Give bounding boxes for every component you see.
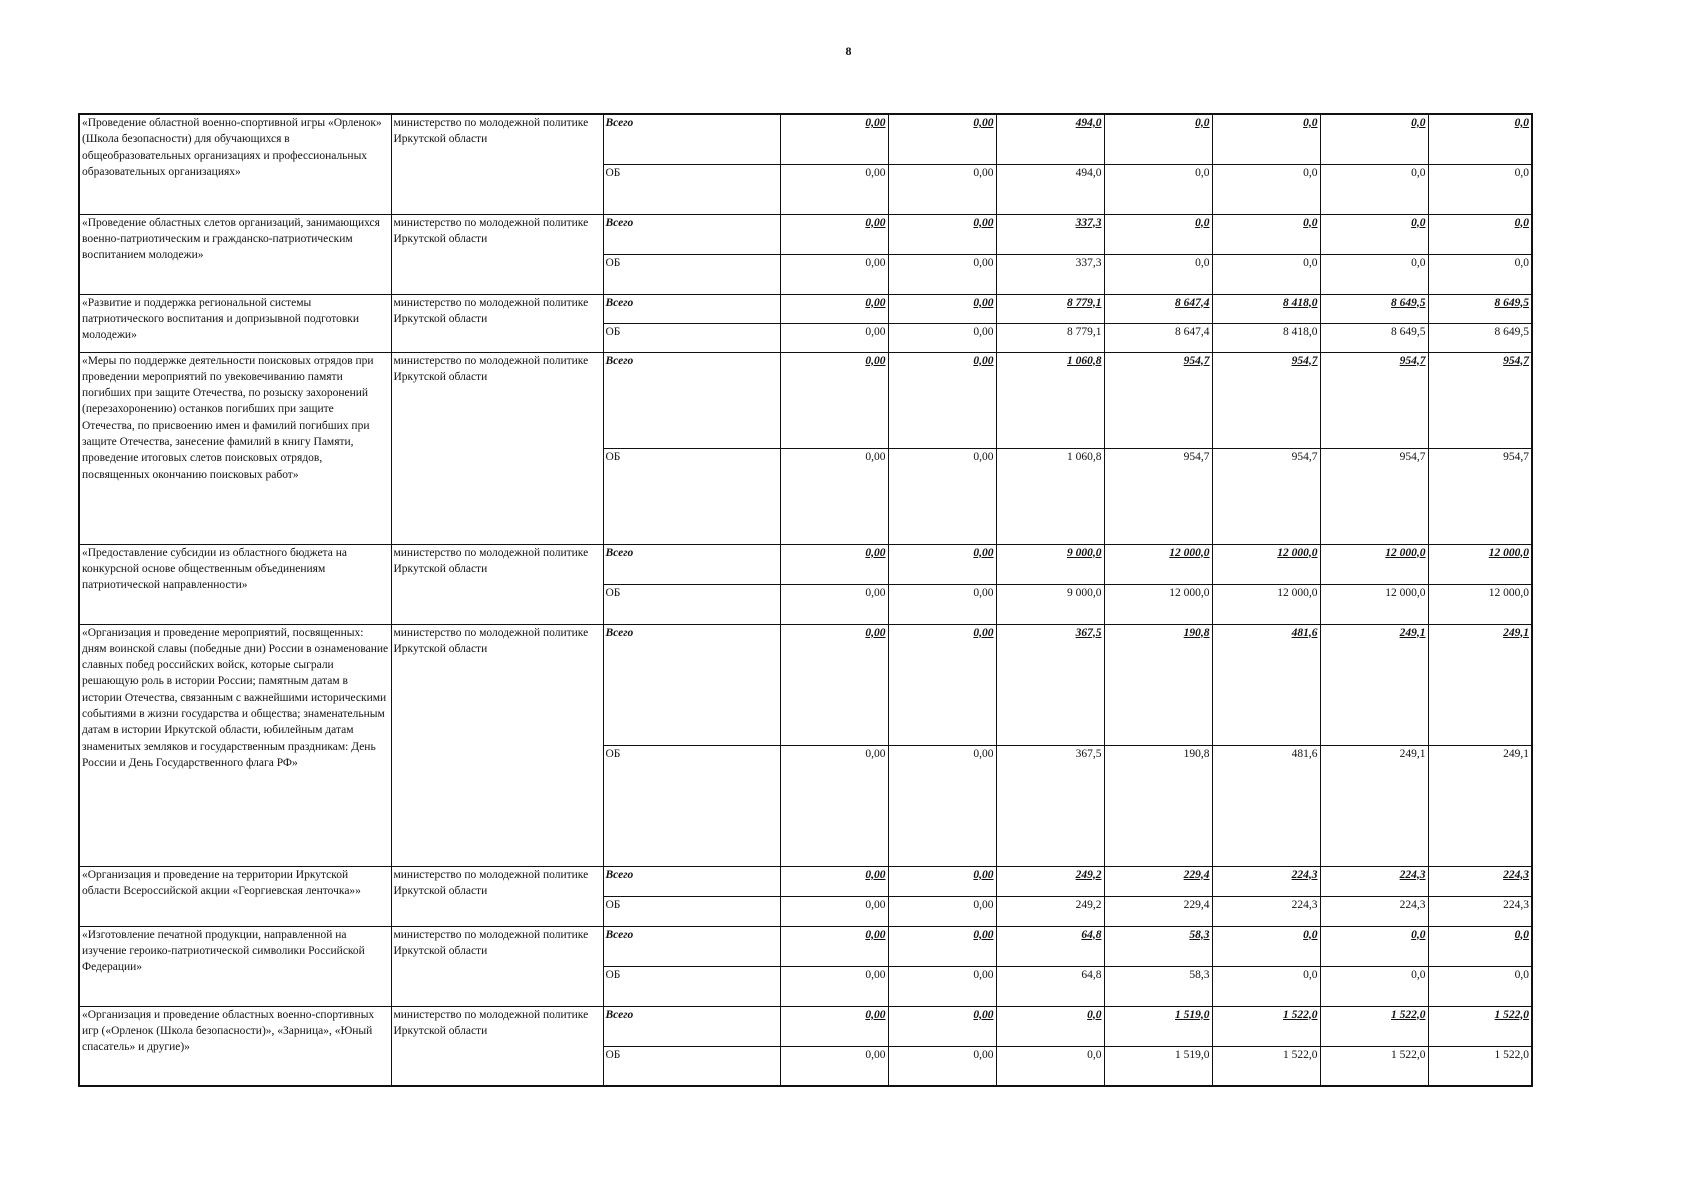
executor-cell: министерство по молодежной политике Иркутской области [391, 294, 603, 352]
total-value: 0,00 [865, 546, 886, 559]
total-value-cell [888, 114, 996, 164]
table-row [79, 866, 1532, 896]
ob-value-cell: 0,0 [1320, 966, 1428, 1006]
total-value-cell [1212, 214, 1320, 254]
ob-value-cell: 0,00 [888, 164, 996, 214]
ob-value-cell: 0,00 [780, 323, 888, 352]
total-value-cell [1212, 544, 1320, 584]
ob-value-cell: 0,00 [888, 254, 996, 294]
total-value: 367,5 [1075, 626, 1102, 639]
executor-cell: министерство по молодежной политике Иркутской области [391, 352, 603, 544]
event-name-cell: «Организация и проведение на территории Иркутской области Всероссийской акции «Георгиевская ленточка»» [79, 866, 391, 926]
ob-value-cell: 954,7 [1212, 448, 1320, 544]
total-value: 12 000,0 [1277, 546, 1318, 559]
total-value: 190,8 [1183, 626, 1210, 639]
total-value: 481,6 [1291, 626, 1318, 639]
ob-value-cell: 229,4 [1104, 896, 1212, 926]
total-value: 1 060,8 [1067, 354, 1102, 367]
table-row [79, 624, 1532, 745]
total-value: 8 418,0 [1283, 296, 1318, 309]
total-value: 0,0 [1303, 216, 1318, 229]
ob-value-cell: 0,00 [780, 1046, 888, 1086]
total-value-cell [1428, 352, 1532, 448]
funding-source-ob-label: ОБ [603, 584, 780, 624]
total-value: 0,00 [973, 216, 994, 229]
total-value: 0,0 [1411, 928, 1426, 941]
total-value-cell [1104, 624, 1212, 745]
total-value-cell [780, 544, 888, 584]
total-value-cell [1104, 1006, 1212, 1046]
total-value: 1 522,0 [1494, 1008, 1529, 1021]
ob-value-cell: 367,5 [996, 745, 1104, 866]
ob-value-cell: 224,3 [1428, 896, 1532, 926]
page-number: 8 [845, 44, 852, 58]
total-value-cell [1104, 214, 1212, 254]
ob-value-cell: 0,0 [996, 1046, 1104, 1086]
total-value-cell [888, 624, 996, 745]
ob-value-cell: 0,00 [780, 896, 888, 926]
total-value-cell [1320, 624, 1428, 745]
total-value: 224,3 [1291, 868, 1318, 881]
total-value-cell [888, 544, 996, 584]
executor-cell: министерство по молодежной политике Иркутской области [391, 214, 603, 294]
executor-cell: министерство по молодежной политике Иркутской области [391, 926, 603, 1006]
total-value-cell [780, 114, 888, 164]
total-value: 0,0 [1514, 216, 1529, 229]
total-value: 0,0 [1411, 216, 1426, 229]
total-value: 337,3 [1075, 216, 1102, 229]
total-value: 0,00 [973, 296, 994, 309]
total-value-cell [888, 294, 996, 323]
total-value: 0,00 [865, 216, 886, 229]
event-name-cell: «Предоставление субсидии из областного бюджета на конкурсной основе общественным объединениям патриотической направленности» [79, 544, 391, 624]
funding-source-total-label: Всего [603, 114, 780, 164]
total-value: 224,3 [1503, 868, 1529, 881]
total-value: 0,00 [865, 1008, 886, 1021]
total-value: 0,0 [1411, 117, 1426, 129]
ob-value-cell: 0,0 [1428, 254, 1532, 294]
total-value-cell [888, 352, 996, 448]
total-value-cell [1428, 294, 1532, 323]
total-value: 12 000,0 [1385, 546, 1426, 559]
total-value-cell [1428, 1006, 1532, 1046]
total-value: 1 519,0 [1175, 1008, 1210, 1021]
total-value-cell [1104, 352, 1212, 448]
total-value-cell [1212, 352, 1320, 448]
funding-source-total-label: Всего [603, 352, 780, 448]
total-value: 954,7 [1399, 354, 1426, 367]
total-value-cell [996, 624, 1104, 745]
ob-value-cell: 0,00 [780, 745, 888, 866]
ob-value-cell: 9 000,0 [996, 584, 1104, 624]
ob-value-cell: 12 000,0 [1428, 584, 1532, 624]
total-value-cell [1104, 544, 1212, 584]
ob-value-cell: 0,00 [888, 966, 996, 1006]
ob-value-cell: 0,00 [888, 896, 996, 926]
total-value: 12 000,0 [1169, 546, 1210, 559]
total-value-cell [1320, 214, 1428, 254]
funding-source-ob-label: ОБ [603, 448, 780, 544]
total-value: 8 779,1 [1067, 296, 1102, 309]
event-name-cell: «Организация и проведение областных военно-спортивных игр («Орленок (Школа безопасности)», «Зарница», «Юный спасатель» и другие)» [79, 1006, 391, 1086]
ob-value-cell: 249,1 [1428, 745, 1532, 866]
funding-source-total-label: Всего [603, 866, 780, 896]
ob-value-cell: 8 779,1 [996, 323, 1104, 352]
total-value-cell [1212, 866, 1320, 896]
total-value-cell [996, 866, 1104, 896]
total-value: 0,0 [1195, 117, 1210, 129]
total-value-cell [1212, 624, 1320, 745]
total-value-cell [780, 866, 888, 896]
total-value: 8 647,4 [1175, 296, 1210, 309]
event-name-cell: «Изготовление печатной продукции, направленной на изучение героико-патриотической символики Российской Федерации» [79, 926, 391, 1006]
total-value: 954,7 [1291, 354, 1318, 367]
event-name-cell: «Проведение областной военно-спортивной игры «Орленок» (Школа безопасности) для обучающихся в общеобразовательных организациях и профессиональных образовательных организациях» [79, 114, 391, 214]
total-value-cell [1428, 544, 1532, 584]
ob-value-cell: 0,0 [1212, 966, 1320, 1006]
ob-value-cell: 1 522,0 [1320, 1046, 1428, 1086]
total-value-cell [996, 352, 1104, 448]
total-value: 954,7 [1183, 354, 1210, 367]
table-row [79, 352, 1532, 448]
total-value: 0,00 [973, 117, 994, 129]
total-value: 249,1 [1399, 626, 1426, 639]
total-value-cell [1428, 114, 1532, 164]
ob-value-cell: 0,00 [888, 1046, 996, 1086]
ob-value-cell: 0,0 [1212, 254, 1320, 294]
ob-value-cell: 1 519,0 [1104, 1046, 1212, 1086]
total-value-cell [996, 1006, 1104, 1046]
total-value: 249,2 [1075, 868, 1102, 881]
total-value-cell [780, 214, 888, 254]
ob-value-cell: 0,0 [1212, 164, 1320, 214]
total-value: 494,0 [1075, 117, 1102, 129]
total-value: 0,0 [1303, 928, 1318, 941]
total-value: 0,00 [865, 928, 886, 941]
executor-cell: министерство по молодежной политике Иркутской области [391, 544, 603, 624]
ob-value-cell: 12 000,0 [1320, 584, 1428, 624]
total-value-cell [1320, 352, 1428, 448]
total-value: 0,00 [865, 354, 886, 367]
funding-source-total-label: Всего [603, 1006, 780, 1046]
total-value: 0,00 [973, 546, 994, 559]
total-value: 12 000,0 [1488, 546, 1529, 559]
total-value-cell [780, 926, 888, 966]
ob-value-cell: 58,3 [1104, 966, 1212, 1006]
total-value-cell [1212, 114, 1320, 164]
total-value-cell [780, 294, 888, 323]
total-value-cell [888, 214, 996, 254]
total-value: 0,00 [865, 868, 886, 881]
funding-source-total-label: Всего [603, 926, 780, 966]
total-value-cell [1212, 926, 1320, 966]
total-value: 0,00 [973, 928, 994, 941]
funding-source-ob-label: ОБ [603, 323, 780, 352]
total-value-cell [888, 866, 996, 896]
table-row [79, 544, 1532, 584]
ob-value-cell: 0,00 [888, 745, 996, 866]
total-value: 0,00 [973, 626, 994, 639]
funding-source-ob-label: ОБ [603, 966, 780, 1006]
total-value-cell [1320, 294, 1428, 323]
total-value-cell [1428, 624, 1532, 745]
total-value: 9 000,0 [1067, 546, 1102, 559]
total-value-cell [780, 352, 888, 448]
total-value: 1 522,0 [1283, 1008, 1318, 1021]
ob-value-cell: 0,00 [780, 254, 888, 294]
ob-value-cell: 954,7 [1320, 448, 1428, 544]
total-value-cell [996, 114, 1104, 164]
total-value: 0,00 [973, 354, 994, 367]
table-row [79, 926, 1532, 966]
ob-value-cell: 0,00 [780, 448, 888, 544]
ob-value-cell: 8 647,4 [1104, 323, 1212, 352]
ob-value-cell: 0,0 [1320, 164, 1428, 214]
total-value-cell [1104, 926, 1212, 966]
total-value-cell [1428, 926, 1532, 966]
executor-cell: министерство по молодежной политике Иркутской области [391, 866, 603, 926]
executor-cell: министерство по молодежной политике Иркутской области [391, 1006, 603, 1086]
total-value-cell [1212, 294, 1320, 323]
ob-value-cell: 1 060,8 [996, 448, 1104, 544]
total-value: 0,0 [1514, 117, 1529, 129]
ob-value-cell: 494,0 [996, 164, 1104, 214]
ob-value-cell: 0,0 [1320, 254, 1428, 294]
total-value: 0,0 [1303, 117, 1318, 129]
total-value-cell [780, 624, 888, 745]
total-value: 0,00 [973, 868, 994, 881]
total-value-cell [996, 926, 1104, 966]
total-value-cell [1104, 294, 1212, 323]
ob-value-cell: 0,00 [888, 323, 996, 352]
ob-value-cell: 0,00 [780, 966, 888, 1006]
ob-value-cell: 0,00 [888, 584, 996, 624]
total-value: 0,0 [1087, 1008, 1102, 1021]
total-value-cell [780, 1006, 888, 1046]
funding-source-total-label: Всего [603, 214, 780, 254]
budget-table [78, 113, 1533, 1087]
total-value-cell [996, 294, 1104, 323]
total-value-cell [1320, 926, 1428, 966]
total-value: 0,0 [1195, 216, 1210, 229]
ob-value-cell: 0,00 [888, 448, 996, 544]
ob-value-cell: 0,00 [780, 584, 888, 624]
total-value: 0,00 [865, 296, 886, 309]
total-value-cell [996, 544, 1104, 584]
total-value-cell [1320, 866, 1428, 896]
ob-value-cell: 1 522,0 [1212, 1046, 1320, 1086]
total-value-cell [1320, 544, 1428, 584]
funding-source-total-label: Всего [603, 294, 780, 323]
event-name-cell: «Проведение областных слетов организаций, занимающихся военно-патриотическим и гражданско-патриотическим воспитанием молодежи» [79, 214, 391, 294]
total-value-cell [1428, 866, 1532, 896]
event-name-cell: «Меры по поддержке деятельности поисковых отрядов при проведении мероприятий по увековечиванию памяти погибших при защите Отечества, по розыску захоронений (перезахоронению) останков погибших при защите Отечества, по присвоению имен и фамилий погибших при защите Отечества, занесение фамилий в книгу Памяти, проведение итоговых слетов поисковых отрядов, посвященных окончанию поисковых работ» [79, 352, 391, 544]
total-value: 954,7 [1503, 354, 1529, 367]
table-row [79, 1006, 1532, 1046]
total-value-cell [1212, 1006, 1320, 1046]
total-value: 0,00 [865, 117, 886, 129]
total-value-cell [1104, 866, 1212, 896]
total-value: 0,00 [973, 1008, 994, 1021]
ob-value-cell: 0,0 [1104, 164, 1212, 214]
ob-value-cell: 8 418,0 [1212, 323, 1320, 352]
total-value-cell [888, 926, 996, 966]
event-name-cell: «Организация и проведение мероприятий, посвященных: дням воинской славы (победные дни) России в ознаменование славных побед российских войск, которые сыграли решающую роль в истории России; памятным датам в истории Отечества, связанным с важнейшими историческими событиями в жизни государства и общества; знаменательным датам в истории Иркутской области, юбилейным датам знаменитых земляков и государственным праздникам: День России и День Государственного флага РФ» [79, 624, 391, 866]
ob-value-cell: 0,0 [1428, 164, 1532, 214]
ob-value-cell: 0,0 [1104, 254, 1212, 294]
funding-source-ob-label: ОБ [603, 254, 780, 294]
table-row [79, 294, 1532, 323]
total-value-cell [1320, 114, 1428, 164]
ob-value-cell: 481,6 [1212, 745, 1320, 866]
ob-value-cell: 224,3 [1320, 896, 1428, 926]
total-value: 8 649,5 [1494, 296, 1529, 309]
total-value-cell [888, 1006, 996, 1046]
funding-source-ob-label: ОБ [603, 164, 780, 214]
ob-value-cell: 224,3 [1212, 896, 1320, 926]
ob-value-cell: 0,0 [1428, 966, 1532, 1006]
total-value: 0,0 [1514, 928, 1529, 941]
funding-source-ob-label: ОБ [603, 896, 780, 926]
funding-source-total-label: Всего [603, 544, 780, 584]
table-row [79, 114, 1532, 164]
total-value: 224,3 [1399, 868, 1426, 881]
ob-value-cell: 249,2 [996, 896, 1104, 926]
funding-source-ob-label: ОБ [603, 1046, 780, 1086]
ob-value-cell: 8 649,5 [1320, 323, 1428, 352]
event-name-cell: «Развитие и поддержка региональной системы патриотического воспитания и допризывной подготовки молодежи» [79, 294, 391, 352]
ob-value-cell: 337,3 [996, 254, 1104, 294]
executor-cell: министерство по молодежной политике Иркутской области [391, 114, 603, 214]
table-row [79, 214, 1532, 254]
ob-value-cell: 0,00 [780, 164, 888, 214]
ob-value-cell: 12 000,0 [1104, 584, 1212, 624]
ob-value-cell: 1 522,0 [1428, 1046, 1532, 1086]
executor-cell: министерство по молодежной политике Иркутской области [391, 624, 603, 866]
ob-value-cell: 249,1 [1320, 745, 1428, 866]
funding-source-total-label: Всего [603, 624, 780, 745]
ob-value-cell: 954,7 [1428, 448, 1532, 544]
funding-source-ob-label: ОБ [603, 745, 780, 866]
total-value: 8 649,5 [1391, 296, 1426, 309]
total-value: 64,8 [1081, 928, 1102, 941]
total-value: 229,4 [1183, 868, 1210, 881]
total-value-cell [996, 214, 1104, 254]
ob-value-cell: 954,7 [1104, 448, 1212, 544]
total-value: 0,00 [865, 626, 886, 639]
total-value: 249,1 [1503, 626, 1529, 639]
ob-value-cell: 190,8 [1104, 745, 1212, 866]
ob-value-cell: 12 000,0 [1212, 584, 1320, 624]
total-value: 58,3 [1189, 928, 1210, 941]
ob-value-cell: 64,8 [996, 966, 1104, 1006]
ob-value-cell: 8 649,5 [1428, 323, 1532, 352]
total-value-cell [1428, 214, 1532, 254]
total-value-cell [1320, 1006, 1428, 1046]
total-value-cell [1104, 114, 1212, 164]
total-value: 1 522,0 [1391, 1008, 1426, 1021]
